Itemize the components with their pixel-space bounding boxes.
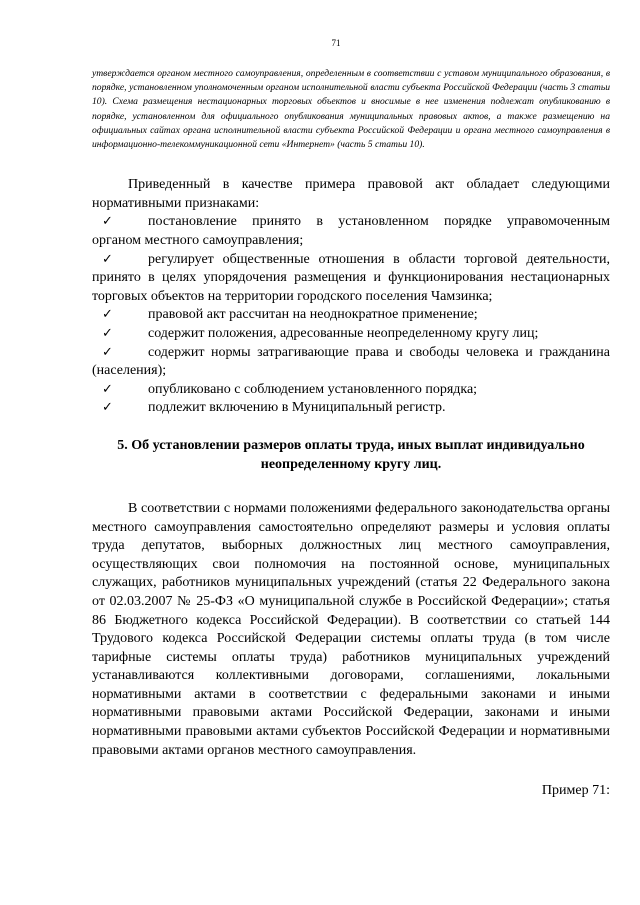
list-item-text: подлежит включению в Муниципальный регистр. (148, 400, 446, 416)
list-item (92, 251, 610, 270)
list-item-text: постановление принято в установленном порядке управомоченным (148, 214, 610, 230)
list-item (92, 344, 610, 363)
list-item-text: опубликовано с соблюдением установленного порядка; (148, 381, 478, 397)
list-item-text: содержит нормы затрагивающие права и свободы человека и гражданина (148, 344, 610, 360)
checkmark-icon: ✓ (102, 400, 113, 416)
checkmark-icon: ✓ (102, 251, 113, 267)
list-item (92, 399, 610, 418)
list-item (92, 325, 610, 344)
page-number: 71 (331, 38, 341, 48)
body-text (92, 176, 610, 801)
italic-note-paragraph: утверждается органом местного самоуправления, определенным в соответствии с уставом муниципального образования, в порядке, установленном уполномоченным органом исполнительной власти субъекта Российской Федерации (часть 3 статьи 10). Схема размещения нестационарных торговых объектов и вносимые в нее изменения подлежат опубликованию в порядке, установленном для официального опубликования муниципальных правовых актов, а также размещению на официальных сайтах органа исполнительной власти субъекта Российской Федерации и органа местного самоуправления в информационно-телекоммуникационной сети «Интернет» (часть 5 статьи 10). (92, 68, 610, 151)
intro-paragraph: Приведенный в качестве примера правовой акт обладает следующими нормативными признаками: (92, 177, 610, 211)
checkmark-icon: ✓ (102, 381, 113, 397)
list-item (92, 213, 610, 232)
example-label: Пример 71: (541, 783, 610, 799)
list-item-continuation: органом местного самоуправления; (92, 233, 304, 248)
list-item (92, 381, 610, 400)
checkmark-icon: ✓ (102, 214, 113, 230)
checkmark-icon: ✓ (102, 307, 113, 323)
checkmark-icon: ✓ (102, 325, 113, 341)
list-item-continuation: принято в целях упорядочения размещения и функционирования нестационарных торговых объектов на территории городского поселения Чамзинка; (92, 270, 610, 304)
list-item (92, 306, 610, 325)
section-heading-line-2: неопределенному кругу лиц. (260, 456, 442, 472)
list-item-text: регулирует общественные отношения в области торговой деятельности, (148, 251, 610, 267)
section-heading (92, 436, 610, 474)
list-item-continuation: (населения); (92, 363, 167, 379)
list-item-text: содержит положения, адресованные неопределенному кругу лиц; (148, 325, 539, 341)
main-paragraph: В соответствии с нормами положениями федерального законодательства органы местного самоуправления самостоятельно определяют размеры и условия оплаты труда депутатов, выборных должностных лиц местного самоуправления, осуществляющих свои полномочия на постоянной основе, муниципальных служащих, работников муниципальных учреждений (статья 22 Федерального закона от 02.03.2007 № 25-ФЗ «О муниципальной службе в Российской Федерации»; статья 86 Бюджетного кодекса Российской Федерации). В соответствии со статьей 144 Трудового кодекса Российской Федерации системы оплаты труда (в том числе тарифные системы оплаты труда) работников муниципальных учреждений устанавливаются коллективными договорами, соглашениями, локальными нормативными актами в соответствии с федеральными законами и иными нормативными правовыми актами Российской Федерации, законами и иными нормативными правовыми актами субъектов Российской Федерации и нормативными правовыми актами органов местного самоуправления. (92, 500, 610, 758)
section-heading-line-1: 5. Об установлении размеров оплаты труда, иных выплат индивидуально (117, 437, 585, 453)
criteria-list (92, 213, 610, 418)
list-item-text: правовой акт рассчитан на неоднократное применение; (148, 307, 478, 323)
checkmark-icon: ✓ (102, 344, 113, 360)
